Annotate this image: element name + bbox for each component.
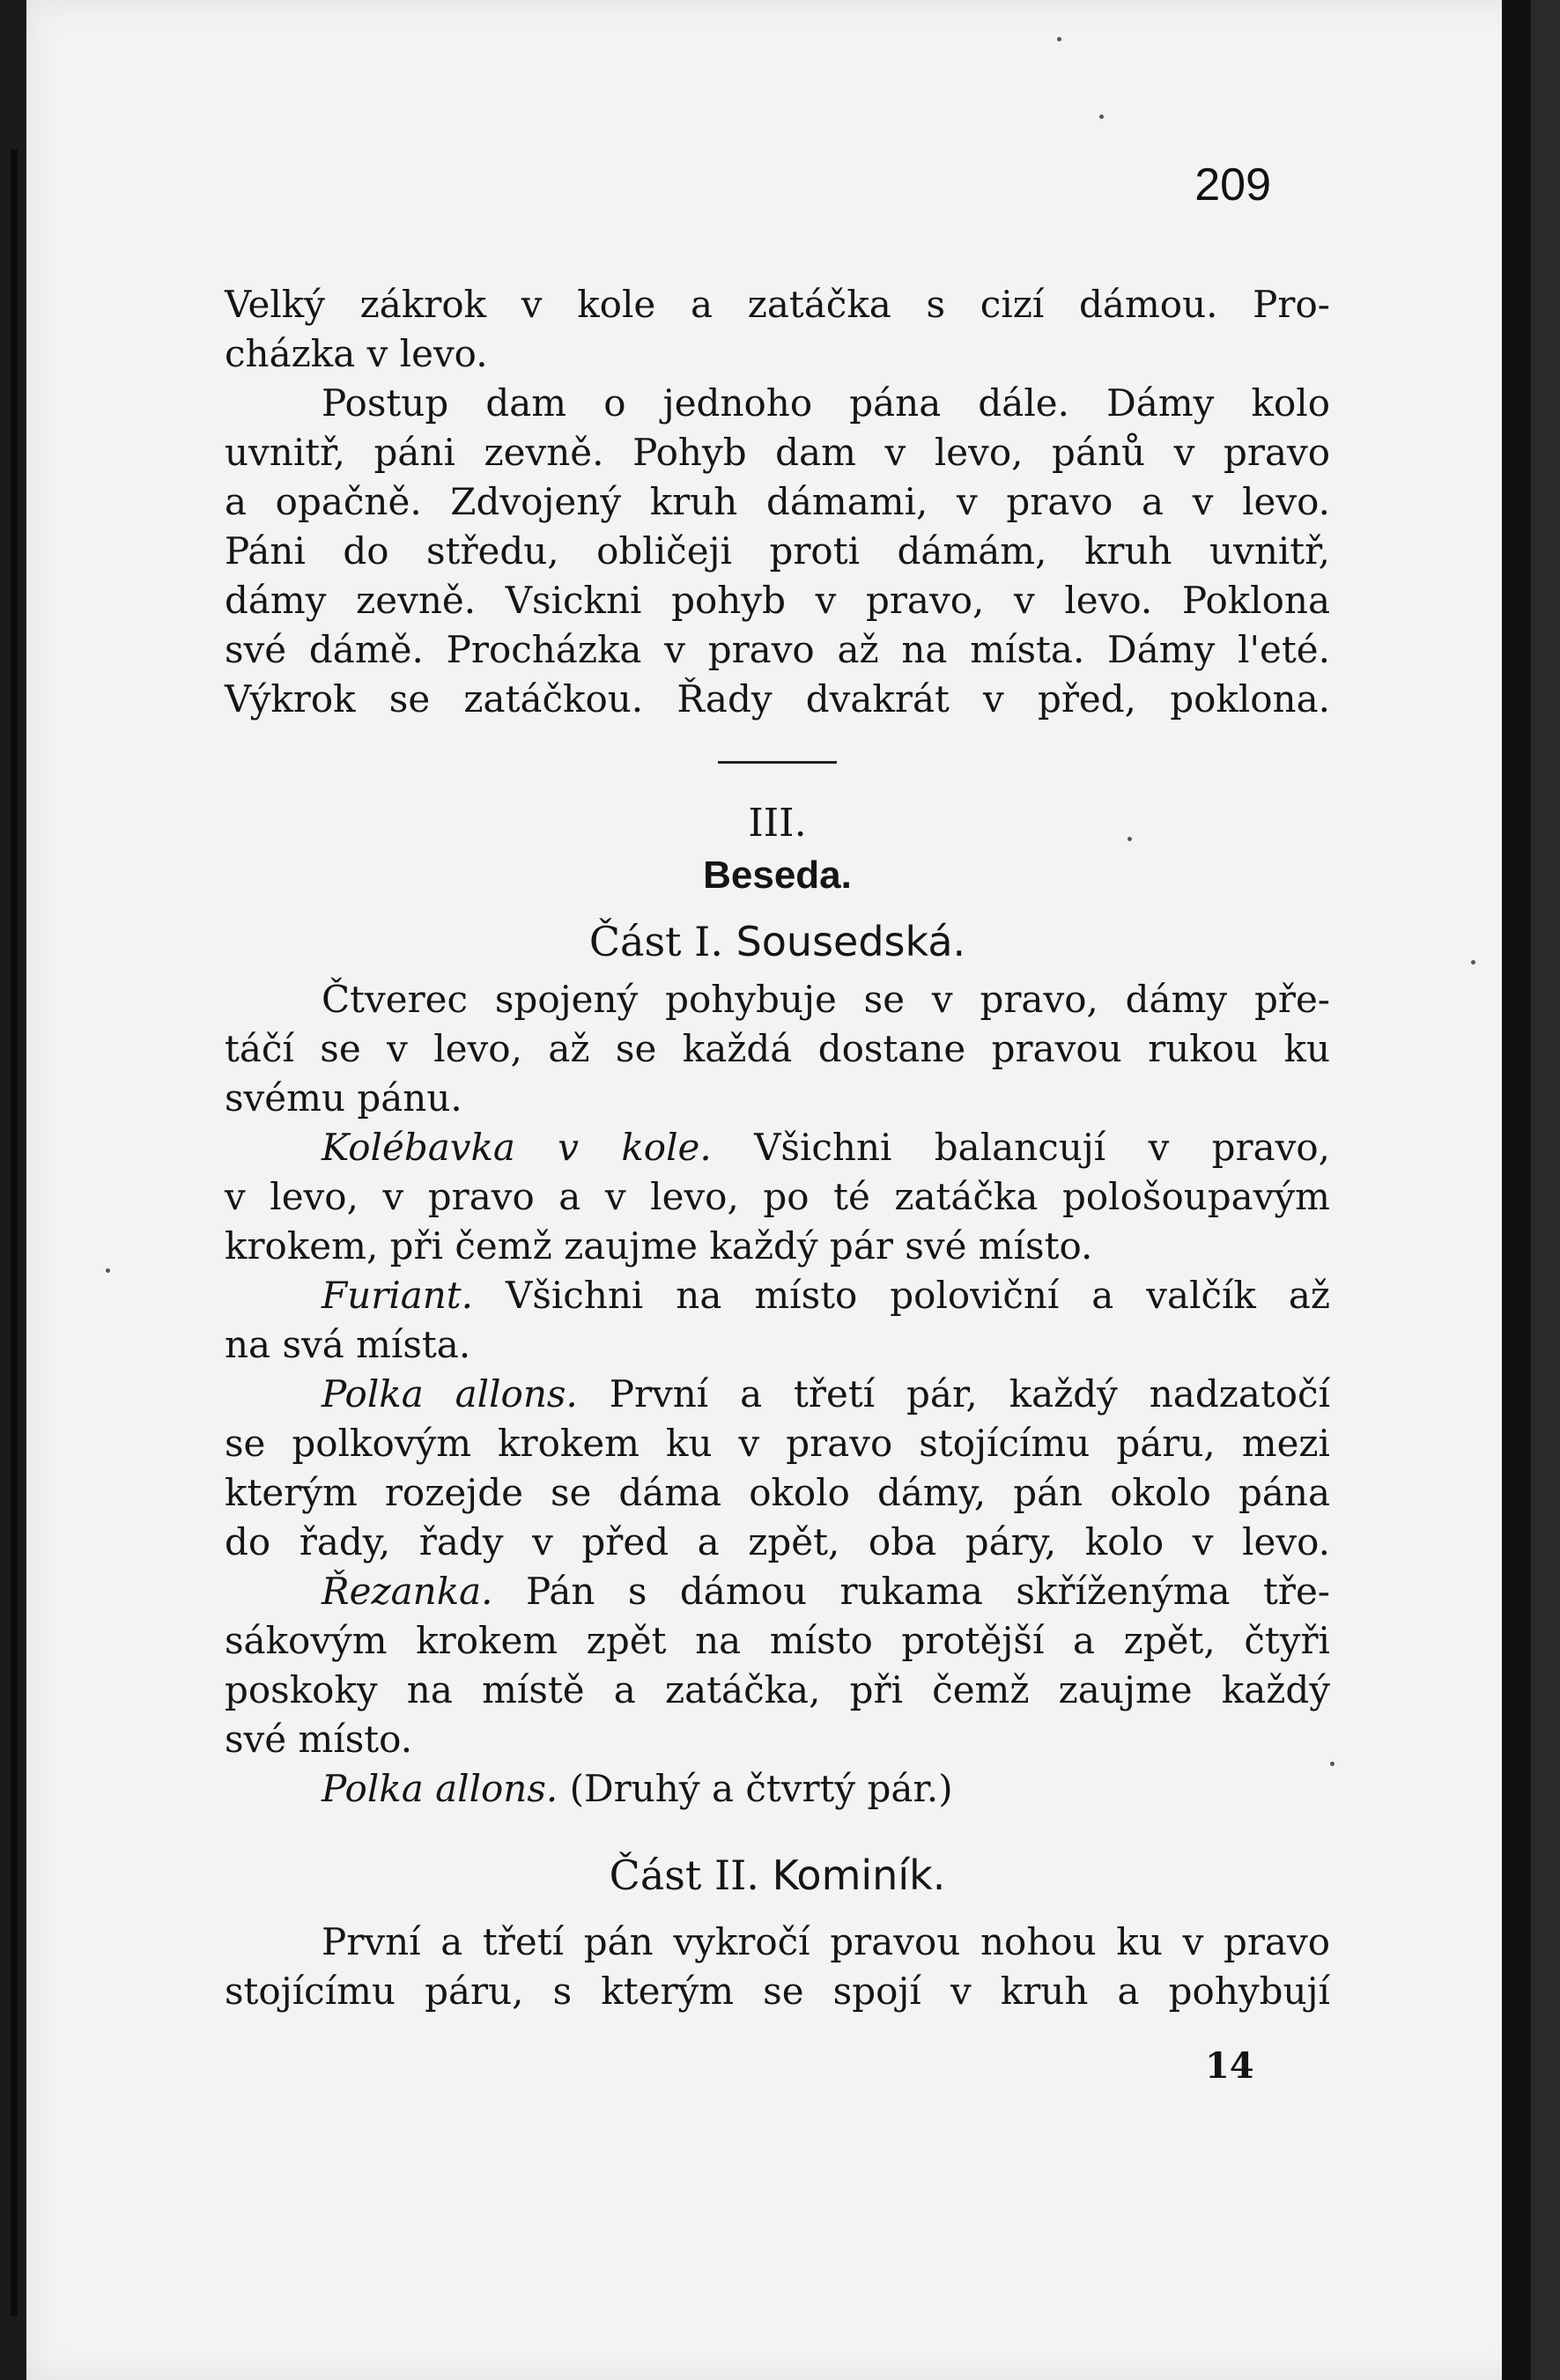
part-heading — [225, 1842, 1330, 1909]
print-speck — [1099, 115, 1104, 119]
dance-term: Kolébavka v kole. — [322, 1126, 712, 1169]
text-line — [225, 1123, 1330, 1172]
print-speck — [1330, 1762, 1335, 1766]
section-numeral: III. — [748, 801, 807, 846]
text-run: Pán s dámou rukama skříženýma tře- — [526, 1570, 1330, 1613]
book-spine-edge — [0, 0, 26, 2380]
dance-term: Polka allons. — [322, 1767, 558, 1810]
page-number: 209 — [1194, 159, 1271, 211]
text-line: uvnitř, páni zevně. Pohyb dam v levo, pánů v pravo — [225, 431, 1330, 474]
text-line: První a třetí pán vykročí pravou nohou ku v pravo — [322, 1920, 1330, 1963]
text-run: (Druhý a čtvrtý pár.) — [569, 1767, 953, 1810]
section-divider — [718, 761, 837, 764]
text-line: Postup dam o jednoho pána dále. Dámy kolo — [322, 381, 1330, 425]
text-line — [225, 1271, 1330, 1320]
text-line: svému pánu. — [225, 1076, 462, 1120]
text-line: Velký zákrok v kole a zatáčka s cizí dámou. Pro- — [225, 283, 1330, 326]
text-line: se polkovým krokem ku v pravo stojícímu páru, mezi — [225, 1422, 1330, 1465]
text-run: Všichni na místo poloviční a valčík až — [505, 1274, 1330, 1317]
text-line: své místo. — [225, 1718, 413, 1761]
text-line: táčí se v levo, až se každá dostane pravou rukou ku — [225, 1027, 1330, 1070]
text-line: Páni do středu, obličeji proti dámám, kruh uvnitř, — [225, 529, 1330, 573]
spacer — [225, 1814, 1330, 1837]
text-line: dámy zevně. Vsickni pohyb v pravo, v levo. Poklona — [225, 579, 1330, 622]
text-line: Výkrok se zatáčkou. Řady dvakrát v před, poklona. — [225, 677, 1330, 721]
part-heading — [225, 908, 1330, 975]
signature-mark: 14 — [1205, 2045, 1254, 2087]
dance-term: Řezanka. — [322, 1570, 493, 1613]
part-label: Část I. — [588, 918, 723, 965]
text-line: do řady, řady v před a zpět, oba páry, kolo v levo. — [225, 1520, 1330, 1563]
page-text — [225, 280, 1330, 2016]
text-line: poskoky na místě a zatáčka, při čemž zaujme každý — [225, 1668, 1330, 1711]
text-line: sákovým krokem zpět na místo protější a zpět, čtyři — [225, 1619, 1330, 1662]
text-line: kterým rozejde se dáma okolo dámy, pán okolo pána — [225, 1471, 1330, 1514]
text-line: krokem, při čemž zaujme každý pár své místo. — [225, 1224, 1093, 1268]
part-name: Sousedská. — [736, 918, 966, 965]
text-line: cházka v levo. — [225, 332, 488, 375]
spacer — [225, 1909, 1330, 1918]
text-line: stojícímu páru, s kterým se spojí v kruh a pohybují — [225, 1970, 1330, 2013]
text-line: a opačně. Zdvojený kruh dámami, v pravo a v levo. — [225, 480, 1330, 523]
text-line — [225, 1567, 1330, 1616]
print-speck — [106, 1268, 110, 1273]
text-line: na svá místa. — [225, 1323, 471, 1366]
dance-term: Furiant. — [322, 1274, 474, 1317]
part-name: Kominík. — [772, 1852, 946, 1899]
print-speck — [1057, 37, 1061, 41]
text-line: své dámě. Procházka v pravo až na místa. Dámy l'eté. — [225, 628, 1330, 671]
page-dark-edge — [1502, 0, 1531, 2380]
part-label: Část II. — [609, 1852, 759, 1899]
text-line: v levo, v pravo a v levo, po té zatáčka pološoupavým — [225, 1175, 1330, 1218]
dance-term: Polka allons. — [322, 1372, 578, 1415]
text-line — [225, 1764, 1330, 1814]
book-page — [26, 0, 1531, 2380]
section-title: Beseda. — [703, 854, 852, 897]
print-speck — [1471, 960, 1475, 965]
text-line: Čtverec spojený pohybuje se v pravo, dámy pře- — [322, 978, 1330, 1021]
text-run: První a třetí pár, každý nadzatočí — [609, 1372, 1331, 1415]
text-run: Všichni balancují v pravo, — [754, 1126, 1330, 1169]
text-line — [225, 1370, 1330, 1419]
